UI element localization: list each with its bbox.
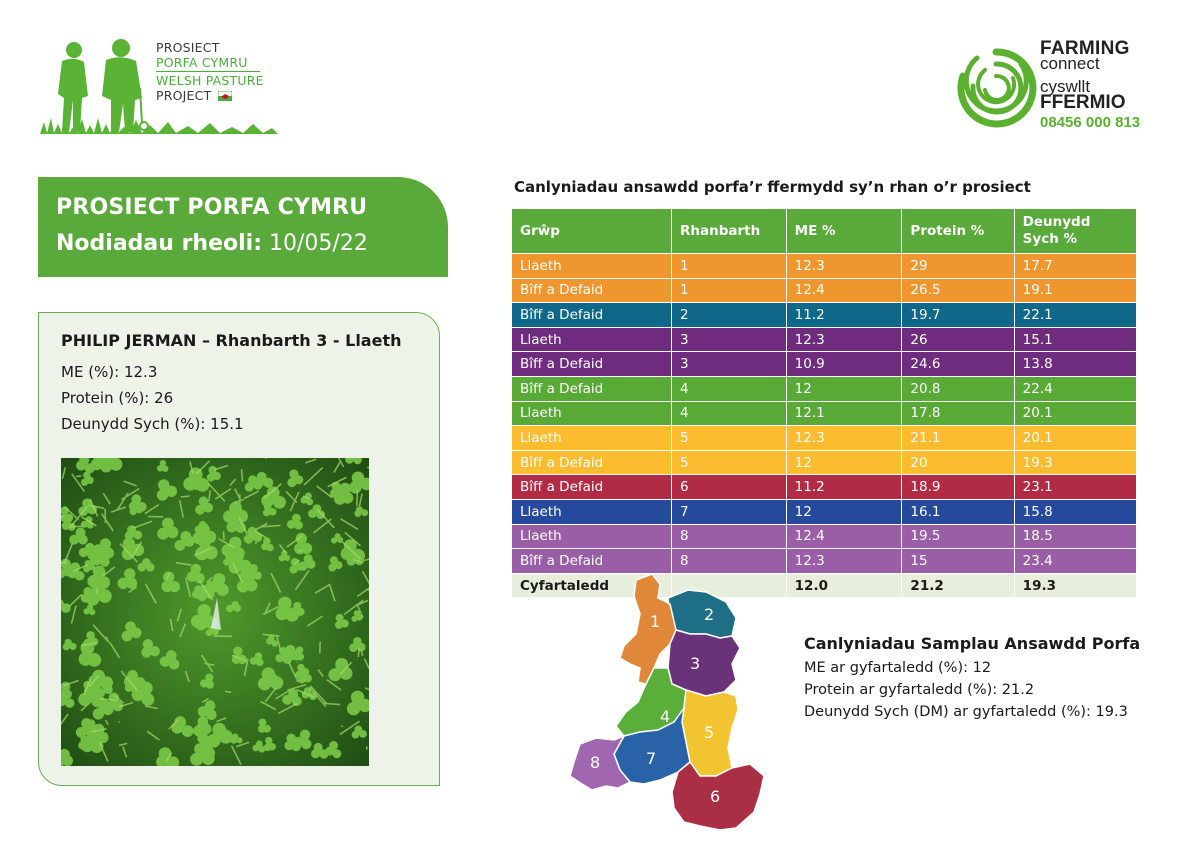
table-header-row xyxy=(512,209,1137,254)
map-label-2: 2 xyxy=(704,605,715,624)
table-cell-group: Bîff a Defaid xyxy=(512,475,672,500)
table-cell-region: 4 xyxy=(671,376,786,401)
average-cell-me: 12.0 xyxy=(786,573,902,598)
table-cell-group: Bîff a Defaid xyxy=(512,450,672,475)
table-cell-me: 12 xyxy=(786,499,902,524)
logo-line-prosiect: PROSIECT xyxy=(156,40,220,55)
table-cell-protein: 24.6 xyxy=(902,352,1014,377)
fc-connect: connect xyxy=(1040,54,1100,73)
table-cell-dm: 18.5 xyxy=(1014,524,1136,549)
table-title: Canlyniadau ansawdd porfa’r ffermydd sy’n rhan o’r prosiect xyxy=(514,178,1031,196)
table-cell-group: Llaeth xyxy=(512,327,672,352)
fc-farming: FARMING xyxy=(1040,38,1130,59)
farmer-heading: PHILIP JERMAN – Rhanbarth 3 - Llaeth xyxy=(61,331,402,350)
table-cell-group: Bîff a Defaid xyxy=(512,352,672,377)
table-row xyxy=(512,524,1137,549)
table-cell-me: 12 xyxy=(786,376,902,401)
table-cell-me: 11.2 xyxy=(786,475,902,500)
table-row xyxy=(512,278,1137,303)
table-cell-group: Bîff a Defaid xyxy=(512,376,672,401)
logo-line-project: PROJECT xyxy=(156,88,212,103)
farmer-me: ME (%): 12.3 xyxy=(61,363,158,381)
table-cell-me: 12 xyxy=(786,450,902,475)
welsh-flag-icon xyxy=(218,91,232,101)
summary-heading: Canlyniadau Samplau Ansawdd Porfa xyxy=(804,634,1141,653)
map-label-4: 4 xyxy=(660,707,671,726)
farmer-protein: Protein (%): 26 xyxy=(61,389,174,407)
notes-date: 10/05/22 xyxy=(269,231,368,256)
table-cell-dm: 13.8 xyxy=(1014,352,1136,377)
table-cell-dm: 23.4 xyxy=(1014,549,1136,574)
table-row xyxy=(512,475,1137,500)
grass-clover-image xyxy=(61,458,369,766)
notes-label: Nodiadau rheoli: xyxy=(56,231,263,256)
table-cell-dm: 23.1 xyxy=(1014,475,1136,500)
table-cell-me: 12.3 xyxy=(786,549,902,574)
header-dry-matter: Deunydd Sych % xyxy=(1014,209,1136,254)
table-cell-region: 7 xyxy=(671,499,786,524)
table-cell-dm: 20.1 xyxy=(1014,401,1136,426)
table-row xyxy=(512,352,1137,377)
table-cell-protein: 20.8 xyxy=(902,376,1014,401)
table-row xyxy=(512,450,1137,475)
table-cell-group: Llaeth xyxy=(512,254,672,279)
map-label-8: 8 xyxy=(590,753,601,772)
table-cell-dm: 17.7 xyxy=(1014,254,1136,279)
table-cell-dm: 15.8 xyxy=(1014,499,1136,524)
header-group: Grŵp xyxy=(512,209,672,254)
header-me: ME % xyxy=(786,209,902,254)
table-cell-dm: 22.4 xyxy=(1014,376,1136,401)
title-banner xyxy=(38,177,448,277)
table-cell-region: 6 xyxy=(671,475,786,500)
fc-cyswllt: cyswllt xyxy=(1040,77,1091,96)
table-cell-region: 4 xyxy=(671,401,786,426)
table-cell-protein: 19.5 xyxy=(902,524,1014,549)
logo-line-welsh-pasture: WELSH PASTURE xyxy=(156,73,264,88)
banner-title: PROSIECT PORFA CYMRU xyxy=(56,195,368,220)
table-cell-region: 8 xyxy=(671,549,786,574)
table-cell-protein: 15 xyxy=(902,549,1014,574)
wales-regions-map xyxy=(560,572,790,834)
farming-connect-logo xyxy=(955,38,1165,148)
table-cell-region: 2 xyxy=(671,303,786,328)
table-row xyxy=(512,327,1137,352)
table-cell-group: Bîff a Defaid xyxy=(512,549,672,574)
map-label-3: 3 xyxy=(690,654,701,673)
table-cell-protein: 19.7 xyxy=(902,303,1014,328)
map-label-6: 6 xyxy=(710,787,721,806)
table-cell-group: Llaeth xyxy=(512,426,672,451)
fc-phone: 08456 000 813 xyxy=(1040,114,1141,131)
table-cell-region: 3 xyxy=(671,352,786,377)
table-cell-protein: 26 xyxy=(902,327,1014,352)
table-row xyxy=(512,376,1137,401)
table-cell-me: 11.2 xyxy=(786,303,902,328)
table-cell-region: 5 xyxy=(671,426,786,451)
table-cell-group: Bîff a Defaid xyxy=(512,303,672,328)
table-cell-protein: 26.5 xyxy=(902,278,1014,303)
map-label-7: 7 xyxy=(646,749,657,768)
map-label-5: 5 xyxy=(704,723,715,742)
table-cell-me: 12.4 xyxy=(786,278,902,303)
table-cell-protein: 18.9 xyxy=(902,475,1014,500)
pasture-photo xyxy=(61,458,369,766)
farmer-dry-matter: Deunydd Sych (%): 15.1 xyxy=(61,415,244,433)
table-cell-protein: 16.1 xyxy=(902,499,1014,524)
table-cell-region: 1 xyxy=(671,278,786,303)
summary-protein: Protein ar gyfartaledd (%): 21.2 xyxy=(804,682,1035,698)
table-row xyxy=(512,426,1137,451)
table-cell-protein: 29 xyxy=(902,254,1014,279)
table-cell-dm: 15.1 xyxy=(1014,327,1136,352)
table-cell-region: 5 xyxy=(671,450,786,475)
header-protein: Protein % xyxy=(902,209,1014,254)
table-cell-me: 12.4 xyxy=(786,524,902,549)
results-table xyxy=(511,208,1137,598)
table-row xyxy=(512,499,1137,524)
table-row xyxy=(512,549,1137,574)
table-cell-group: Llaeth xyxy=(512,401,672,426)
summary-block xyxy=(804,634,1140,726)
average-cell-label: Cyfartaledd xyxy=(512,573,672,598)
table-cell-protein: 17.8 xyxy=(902,401,1014,426)
table-cell-dm: 19.1 xyxy=(1014,278,1136,303)
summary-dry-matter: Deunydd Sych (DM) ar gyfartaledd (%): 19.3 xyxy=(804,704,1128,720)
table-cell-me: 12.3 xyxy=(786,327,902,352)
fc-ffermio: FFERMIO xyxy=(1040,92,1126,113)
swirl-icon xyxy=(955,46,1037,146)
average-cell-dm: 19.3 xyxy=(1014,573,1136,598)
table-cell-region: 1 xyxy=(671,254,786,279)
logo-line-porfa-cymru: PORFA CYMRU xyxy=(156,55,248,70)
table-cell-dm: 19.3 xyxy=(1014,450,1136,475)
table-cell-group: Llaeth xyxy=(512,524,672,549)
table-cell-region: 8 xyxy=(671,524,786,549)
table-row xyxy=(512,303,1137,328)
welsh-pasture-project-logo xyxy=(38,34,288,138)
table-row xyxy=(512,401,1137,426)
table-cell-dm: 22.1 xyxy=(1014,303,1136,328)
table-cell-me: 12.1 xyxy=(786,401,902,426)
table-cell-group: Llaeth xyxy=(512,499,672,524)
table-cell-me: 10.9 xyxy=(786,352,902,377)
table-cell-me: 12.3 xyxy=(786,426,902,451)
average-cell-protein: 21.2 xyxy=(902,573,1014,598)
table-cell-protein: 20 xyxy=(902,450,1014,475)
table-row xyxy=(512,254,1137,279)
table-cell-region: 3 xyxy=(671,327,786,352)
logo-divider xyxy=(156,71,260,72)
table-cell-dm: 20.1 xyxy=(1014,426,1136,451)
table-cell-group: Bîff a Defaid xyxy=(512,278,672,303)
summary-me: ME ar gyfartaledd (%): 12 xyxy=(804,660,992,676)
header-region: Rhanbarth xyxy=(671,209,786,254)
map-label-1: 1 xyxy=(650,612,661,631)
farmer-card xyxy=(38,312,440,786)
table-cell-me: 12.3 xyxy=(786,254,902,279)
table-cell-protein: 21.1 xyxy=(902,426,1014,451)
